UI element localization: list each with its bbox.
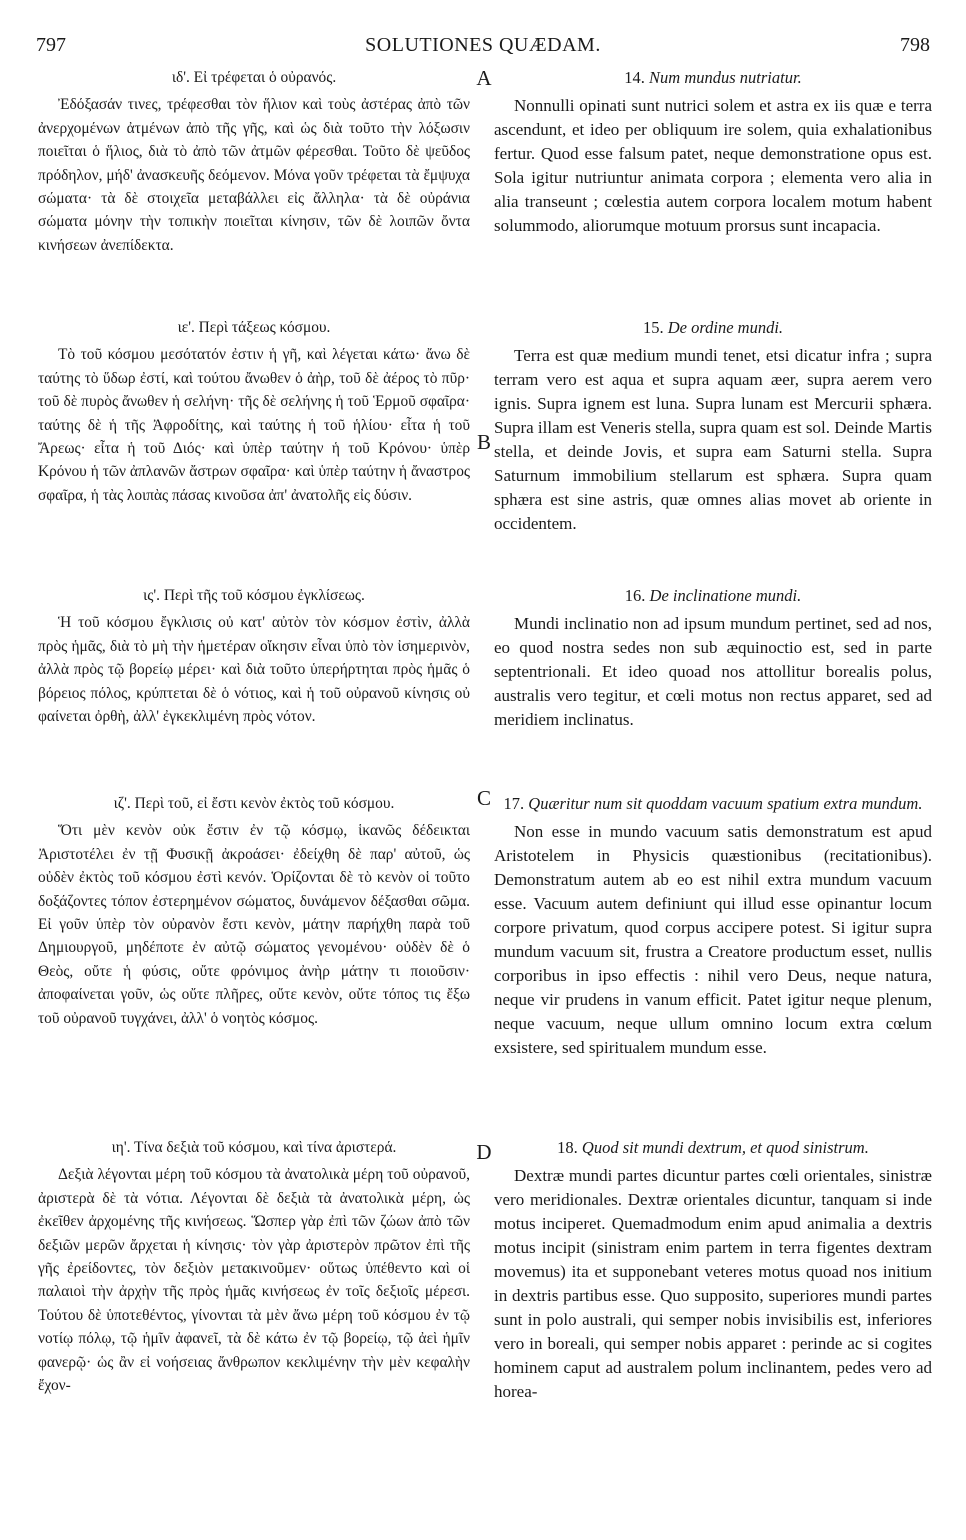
latin-text-14: Nonnulli opinati sunt nutrici solem et astra ex iis quæ e terra ascendunt, et ideo per obliquum ire solem, quia exhalationibus fertur. Quod esse falsum patet, neque demonstratione opus est. Sola igitur nutriuntur animata corpora ; elementa vero alia in alia transeunt ; cœlestia autem corpora localem motum habent solummodo, aliorumque motuum prorsus sunt incapacia. — [494, 96, 932, 235]
latin-title-18: Quod sit mundi dextrum, et quod sinistrum. — [581, 1138, 869, 1157]
greek-heading-15: ιε'. Περὶ τάξεως κόσμου. — [177, 319, 331, 336]
greek-section-15 — [38, 316, 470, 507]
latin-heading-16 — [494, 584, 932, 608]
greek-heading-18: ιη'. Τίνα δεξιὰ τοῦ κόσμου, καὶ τίνα ἀριστερά. — [111, 1139, 397, 1156]
margin-letter-c: C — [476, 786, 491, 810]
running-title: SOLUTIONES QUÆDAM. — [365, 34, 601, 56]
greek-heading-17: ιζ'. Περὶ τοῦ, εἰ ἔστι κενὸν ἐκτὸς τοῦ κόσμου. — [113, 795, 395, 812]
margin-letter-b: B — [476, 430, 491, 454]
latin-section-18 — [494, 1136, 932, 1404]
latin-title-15: De ordine mundi. — [667, 318, 784, 337]
latin-section-17 — [494, 792, 932, 1060]
latin-num-17: 17. — [503, 794, 525, 813]
latin-text-15: Terra est quæ medium mundi tenet, etsi dicatur infra ; supra terram vero est aqua et supra aquam æer, supra aerem vero ignis. Supra ignem est luna. Supra lunam est Mercurii sphæra. Supra illam est Veneris stella, supra quam est sol. Deinde Martis stella, et deinde Jovis, et supra eam Saturni stella. Supra Saturnum immobilium stellarum est sphæra. Supra quam sphæra est sine astris, quæ omnes alias movet ab oriente in occidentem. — [494, 346, 932, 533]
latin-num-16: 16. — [624, 586, 646, 605]
latin-heading-17 — [494, 792, 932, 816]
latin-section-15 — [494, 316, 932, 536]
page-number-left: 797 — [36, 34, 66, 56]
latin-title-16: De inclinatione mundi. — [649, 586, 802, 605]
margin-letter-a: A — [476, 66, 492, 90]
latin-num-15: 15. — [642, 318, 664, 337]
latin-text-17: Non esse in mundo vacuum satis demonstratum est apud Aristotelem in Physicis quæstionibus (recitationibus). Demonstratum autem ab eo est nihil extra mundum vacuum esse. Vacuum autem definiunt qui illud esse opinantur locum corpore privatum, quod corpus accipere potest. Si igitur supra mundum vacuum sit, frustra a Creatore productum esset, nullis corporibus in ipso effectis : nihil vero Deus, neque natura, neque vir prudens in vanum efficit. Patet igitur neque plenum, neque vacuum, neque ullum omnino locum extra cœlum exsistere, sed spiritualem mundum esse. — [494, 822, 932, 1057]
latin-num-14: 14. — [624, 68, 645, 87]
greek-section-16 — [38, 584, 470, 728]
latin-heading-14 — [494, 66, 932, 90]
greek-section-18 — [38, 1136, 470, 1397]
running-header — [36, 34, 930, 62]
latin-text-18: Dextræ mundi partes dicuntur partes cœli orientales, sinistræ vero meridionales. Dextræ orientales dicuntur, tanquam si inde motus inciperet. Quemadmodum enim apud animalia a dextris motus incipit (sinistram enim partem in terra figentes dextram movemus) ita et supponebant veteres motus quoad nos initium in dextris partibus esse. Quo supposito, superiores mundi partes sunt in polo australi, qui semper nobis invisibilis est, inferiores vero in boreali, qui semper nobis apparet : perinde ac si cogites hominem caput ad australem polum inclinantem, pedes vero ad horea- — [494, 1166, 932, 1401]
latin-section-14 — [494, 66, 932, 238]
page-number-right: 798 — [900, 34, 930, 56]
greek-text-18: Δεξιὰ λέγονται μέρη τοῦ κόσμου τὰ ἀνατολικὰ μέρη τοῦ οὐρανοῦ, ἀριστερὰ δὲ τὰ νότια. Λέγονται δὲ δεξιὰ τὰ ἀνατολικὰ μέρη, ὡς ἐκεῖθεν ἀρχομένης τῆς κινήσεως. Ὥσπερ γὰρ ἐπὶ τῶν ζώων ἀπὸ τῶν δεξιῶν μερῶν ἄρχεται ἡ κίνησις· τὸν γὰρ ἀριστερὸν πρῶτον ἐπὶ τῆς γῆς ἐρείδοντες, τὸν δεξιὸν μετακινοῦμεν· οὕτως ὑπέθεντο καὶ οἱ παλαιοὶ τὴν ἀρχὴν τῆς πρὸς ἡμᾶς κινήσεως ἐν τοῖς δεξιοῖς μέρεσι. Τούτου δὲ ὑποτεθέντος, γίνονται τὰ μὲν ἄνω μέρη τοῦ κόσμου ἐν τῷ νοτίῳ πόλῳ, τῷ ἡμῖν ἀφανεῖ, τὰ δὲ κάτω ἐν τῷ βορείῳ, τῷ ἀεὶ ἡμῖν φανερῷ· ὡς ἂν εἰ νοήσειας ἄνθρωπον κεκλιμένην τὴν μὲν κεφαλὴν ἔχον- — [38, 1166, 470, 1395]
greek-heading-16: ις'. Περὶ τῆς τοῦ κόσμου ἐγκλίσεως. — [143, 587, 365, 604]
greek-text-17: Ὅτι μὲν κενὸν οὐκ ἔστιν ἐν τῷ κόσμῳ, ἱκανῶς δέδεικται Ἀριστοτέλει ἐν τῇ Φυσικῇ ἀκροάσει· ἐδείχθη δὲ παρ' αὐτοῦ, ὡς οὐδὲν ἐκτὸς τοῦ κόσμου ἐστὶ κενόν. Ὁρίζονται δὲ τὸ κενὸν οἱ τοῦτο δοξάζοντες τόπον ἐστερημένον σώματος, δυνάμενον δέξασθαι σῶμα. Εἰ γοῦν ὑπὲρ τὸν οὐρανὸν ἔστι κενὸν, μάτην παρήχθη παρὰ τοῦ Δημιουργοῦ, μηδέποτε ἐν αὐτῷ σώματος γενομένου· οὐδὲν δὲ ὁ Θεὸς, οὔτε ἡ φύσις, οὔτε φρόνιμος ἀνὴρ μάτην τι ποιοῦσιν· ἀποφαίνεται γοῦν, ὡς οὔτε πλῆρες, οὔτε κενὸν, οὔτε τόπος τις ἔξω τοῦ οὐρανοῦ τυγχάνει, ἀλλ' ὁ νοητὸς κόσμος. — [38, 822, 470, 1027]
greek-text-14: Ἐδόξασάν τινες, τρέφεσθαι τὸν ἥλιον καὶ τοὺς ἀστέρας ἀπὸ τῶν ἀνερχομένων ἀτμένων ἀπὸ τῆς γῆς, καὶ ὡς διὰ τοῦτο τὴν λόξωσιν ποιεῖται ὁ ἥλιος, διὰ τὸ ἀπὸ τῶν ἀτμῶν φέρεσθαι. Τοῦτο δὲ ψεῦδος πρόδηλον, μήδ' ἀνασκευῆς δεόμενον. Μόνα γοῦν τρέφεται τὰ ἔμψυχα σώματα· τὰ δὲ στοιχεῖα μεταβάλλει εἰς ἄλληλα· τὰ δὲ οὐράνια σώματα μόνην τὴν τοπικὴν ποιεῖται κίνησιν, τῶν δὲ λοιπῶν ὄντα κινήσεων ἀνεπίδεκτα. — [38, 96, 470, 254]
latin-num-18: 18. — [557, 1138, 578, 1157]
greek-text-15: Τὸ τοῦ κόσμου μεσότατόν ἐστιν ἡ γῆ, καὶ λέγεται κάτω· ἄνω δὲ ταύτης τὸ ὕδωρ ἐστί, καὶ τούτου ἄνωθεν ὁ ἀὴρ, τοῦ δὲ ἀέρος τὸ πῦρ· τοῦ δὲ πυρὸς ἄνωθεν ἡ σελήνη· τῆς δὲ σελήνης ἡ τοῦ Ἑρμοῦ σφαῖρα· ταύτης δὲ ἡ τῆς Ἀφροδίτης, καὶ ταύτης ἡ τοῦ ἡλίου· εἶτα ἡ τοῦ Ἄρεως· εἶτα ἡ τοῦ Διός· καὶ ὑπὲρ ταύτην ἡ τοῦ Κρόνου· ὑπὲρ Κρόνου ἡ τῶν ἀπλανῶν ἄστρων σφαῖρα· καὶ ὑπὲρ ταύτην ἡ ἄναστρος σφαῖρα, ἡ τὰς λοιπὰς πάσας κινοῦσα ἀπ' ἀνατολῆς εἰς δύσιν. — [38, 346, 470, 504]
greek-section-17 — [38, 792, 470, 1030]
greek-heading-14: ιδ'. Εἰ τρέφεται ὁ οὐρανός. — [171, 69, 337, 86]
latin-title-14: Num mundus nutriatur. — [649, 68, 802, 87]
latin-title-17: Quæritur num sit quoddam vacuum spatium extra mundum. — [528, 794, 923, 813]
greek-section-14 — [38, 66, 470, 257]
latin-heading-18 — [494, 1136, 932, 1160]
margin-letter-d: D — [476, 1140, 492, 1164]
latin-text-16: Mundi inclinatio non ad ipsum mundum pertinet, sed ad nos, eo quod nostra sedes non sub æquinoctio est, sed in parte septentrionali. Et ideo quoad nos attollitur borealis polus, australis vero tegitur, et cœli motus non rectus apparet, sed ad meridiem inclinatus. — [494, 614, 932, 729]
latin-section-16 — [494, 584, 932, 732]
latin-heading-15 — [494, 316, 932, 340]
greek-text-16: Ἡ τοῦ κόσμου ἔγκλισις οὐ κατ' αὐτὸν τὸν κόσμον ἐστὶν, ἀλλὰ πρὸς ἡμᾶς, διὰ τὸ μὴ τὴν ἡμετέραν οἴκησιν εἶναι ὑπὸ τὸν ἰσημερινὸν, ἀλλὰ πρὸς τῷ βορείῳ μέρει· καὶ διὰ τοῦτο ὑπερήρτηται πρὸς ἡμᾶς ὁ βόρειος πόλος, κρύπτεται δὲ ὁ νότιος, καὶ ἡ τοῦ οὐρανοῦ κίνησις οὐ φαίνεται ὀρθὴ, ἀλλ' ἐγκεκλιμένη πρὸς νότον. — [38, 614, 470, 726]
